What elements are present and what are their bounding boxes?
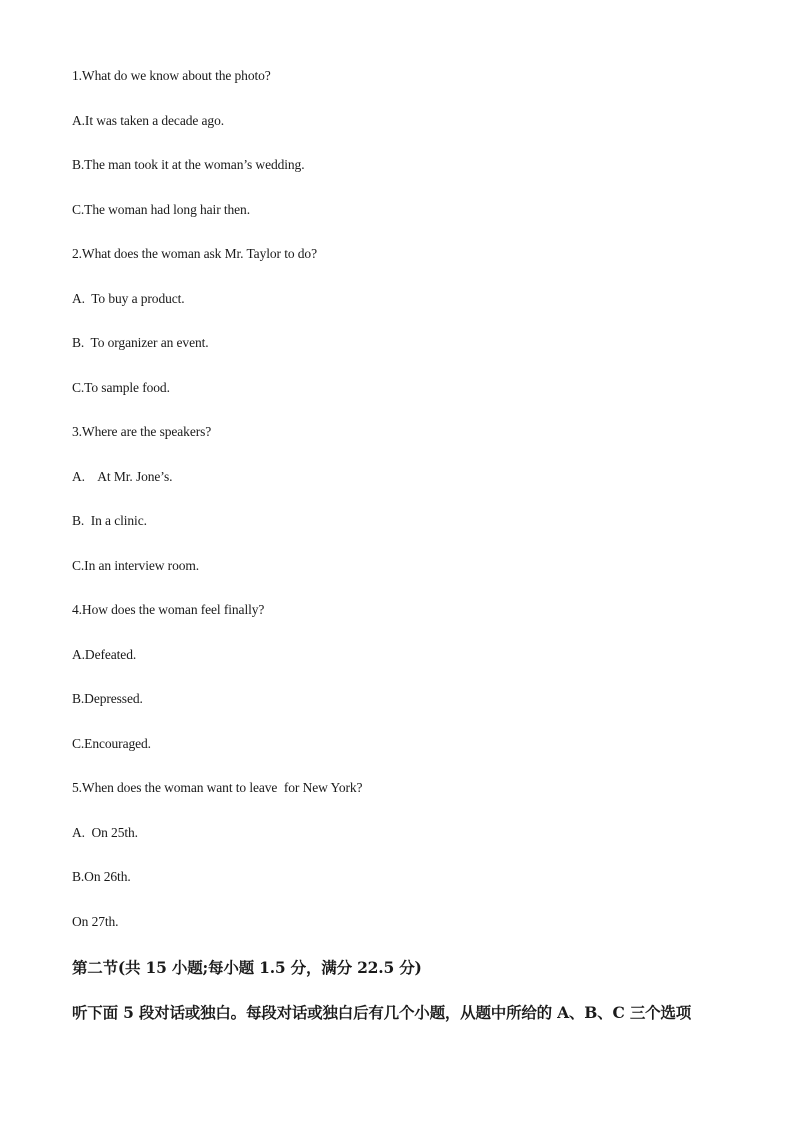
question-stem: 1.What do we know about the photo? bbox=[72, 68, 271, 83]
answer-option: C.Encouraged. bbox=[72, 735, 151, 751]
answer-option: C.In an interview room. bbox=[72, 557, 200, 573]
answer-option: A. To buy a product. bbox=[72, 290, 185, 306]
question-stem: 3.Where are the speakers? bbox=[72, 424, 212, 439]
answer-option: A. On 25th. bbox=[72, 824, 138, 840]
question-stem: 2.What does the woman ask Mr. Taylor to do? bbox=[72, 246, 317, 261]
answer-option: A.Defeated. bbox=[72, 646, 137, 662]
answer-option: On 27th. bbox=[72, 913, 119, 929]
question-list bbox=[72, 66, 722, 956]
answer-option: A.It was taken a decade ago. bbox=[72, 112, 225, 128]
answer-option: C.To sample food. bbox=[72, 379, 170, 395]
answer-option: B.On 26th. bbox=[72, 869, 131, 884]
question-stem: 5.When does the woman want to leave for New York? bbox=[72, 780, 363, 795]
answer-option: B. In a clinic. bbox=[72, 513, 147, 528]
answer-option: C.The woman had long hair then. bbox=[72, 201, 250, 217]
answer-option: B. To organizer an event. bbox=[72, 335, 209, 350]
section-title: 第二节(共 15 小题;每小题 1.5 分，满分 22.5 分) bbox=[72, 958, 422, 977]
answer-option: A. At Mr. Jone’s. bbox=[72, 468, 173, 484]
question-stem: 4.How does the woman feel finally? bbox=[72, 602, 265, 617]
answer-option: B.Depressed. bbox=[72, 691, 143, 706]
answer-option: B.The man took it at the woman’s wedding. bbox=[72, 157, 305, 172]
section-instructions: 听下面 5 段对话或独白。每段对话或独白后有几个小题，从题中所给的 A、B、C 三个选项 bbox=[72, 1003, 692, 1022]
